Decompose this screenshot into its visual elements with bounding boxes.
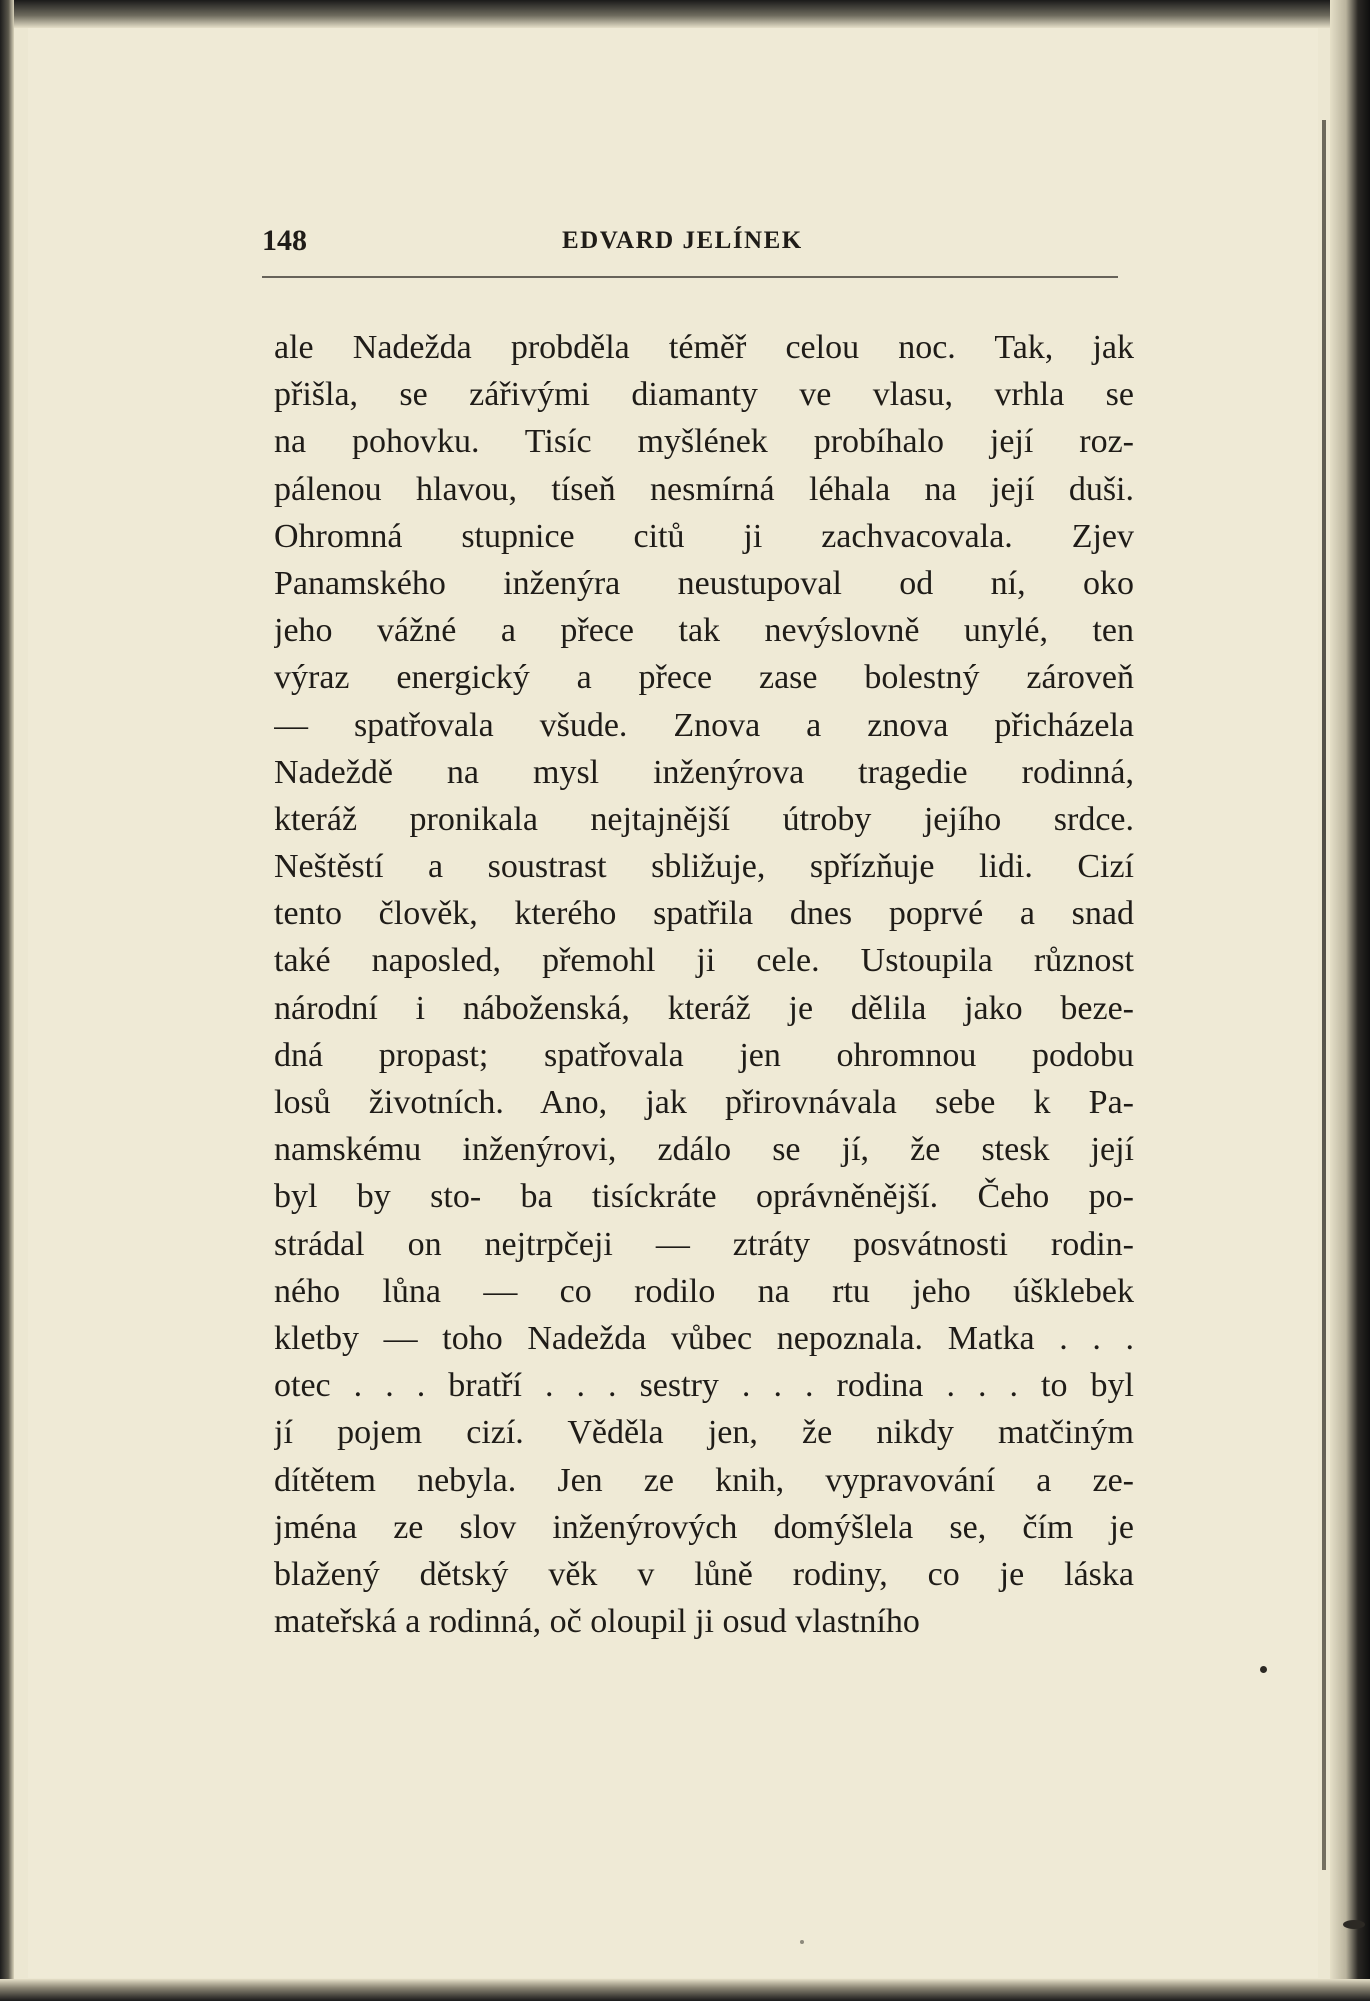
scan-edge-right bbox=[1330, 0, 1370, 2001]
text-line: jí pojem cizí. Věděla jen, že nikdy matčiným bbox=[274, 1414, 1134, 1452]
text-line: strádal on nejtrpčeji — ztráty posvátnosti rodin- bbox=[274, 1225, 1134, 1263]
header-rule bbox=[262, 276, 1118, 278]
text-line: jeho vážné a přece tak nevýslovně unylé, ten bbox=[274, 612, 1134, 650]
text-line: přišla, se zářivými diamanty ve vlasu, vrhla se bbox=[274, 376, 1134, 414]
page-number: 148 bbox=[262, 224, 307, 257]
body-text bbox=[274, 324, 1134, 1645]
gutter-ink-mark bbox=[1346, 1922, 1352, 1928]
scan-edge-left bbox=[0, 0, 14, 2001]
text-line: — spatřovala všude. Znova a znova přicházela bbox=[274, 706, 1134, 744]
text-line: Panamského inženýra neustupoval od ní, oko bbox=[274, 564, 1134, 602]
text-line: Nadeždě na mysl inženýrova tragedie rodinná, bbox=[274, 753, 1134, 791]
margin-dot bbox=[1260, 1666, 1267, 1673]
text-line: tento člověk, kterého spatřila dnes poprvé a snad bbox=[274, 895, 1134, 933]
text-line: byl by sto- ba tisíckráte oprávněnější. Čeho po- bbox=[274, 1178, 1134, 1216]
page-header bbox=[262, 224, 1118, 270]
text-line: výraz energický a přece zase bolestný zároveň bbox=[274, 659, 1134, 697]
text-line: Ohromná stupnice citů ji zachvacovala. Zjev bbox=[274, 517, 1134, 555]
text-line: dítětem nebyla. Jen ze knih, vypravování a ze- bbox=[274, 1461, 1134, 1499]
margin-dot bbox=[800, 1940, 804, 1944]
text-line: namskému inženýrovi, zdálo se jí, že stesk její bbox=[274, 1131, 1134, 1169]
text-line: pálenou hlavou, tíseň nesmírná léhala na její duši. bbox=[274, 470, 1134, 508]
text-line: na pohovku. Tisíc myšlének probíhalo její roz- bbox=[274, 423, 1134, 461]
text-line: otec . . . bratří . . . sestry . . . rodina . . . to byl bbox=[274, 1367, 1134, 1405]
text-line: jména ze slov inženýrových domýšlela se, čím je bbox=[274, 1508, 1134, 1546]
text-line: národní i náboženská, kteráž je dělila jako beze- bbox=[274, 989, 1134, 1027]
text-line: losů životních. Ano, jak přirovnávala sebe k Pa- bbox=[274, 1084, 1134, 1121]
scan-edge-top bbox=[0, 0, 1370, 28]
text-line: mateřská a rodinná, oč oloupil ji osud vlastního bbox=[274, 1603, 920, 1641]
text-line: blažený dětský věk v lůně rodiny, co je láska bbox=[274, 1555, 1134, 1593]
text-line: také naposled, přemohl ji cele. Ustoupila různost bbox=[274, 942, 1134, 980]
text-line: dná propast; spatřovala jen ohromnou podobu bbox=[274, 1036, 1134, 1074]
running-head: EDVARD JELÍNEK bbox=[562, 227, 803, 254]
binding-gutter bbox=[1322, 120, 1326, 1870]
text-line: ného lůna — co rodilo na rtu jeho úšklebek bbox=[274, 1272, 1134, 1310]
text-line: kteráž pronikala nejtajnější útroby jejího srdce. bbox=[274, 800, 1134, 838]
text-line: kletby — toho Nadežda vůbec nepoznala. Matka . . . bbox=[274, 1319, 1134, 1357]
scan-edge-bottom bbox=[0, 1979, 1370, 2001]
text-line: Neštěstí a soustrast sbližuje, spřízňuje lidi. Cizí bbox=[274, 848, 1134, 886]
text-line: ale Nadežda probděla téměř celou noc. Tak, jak bbox=[274, 329, 1134, 366]
